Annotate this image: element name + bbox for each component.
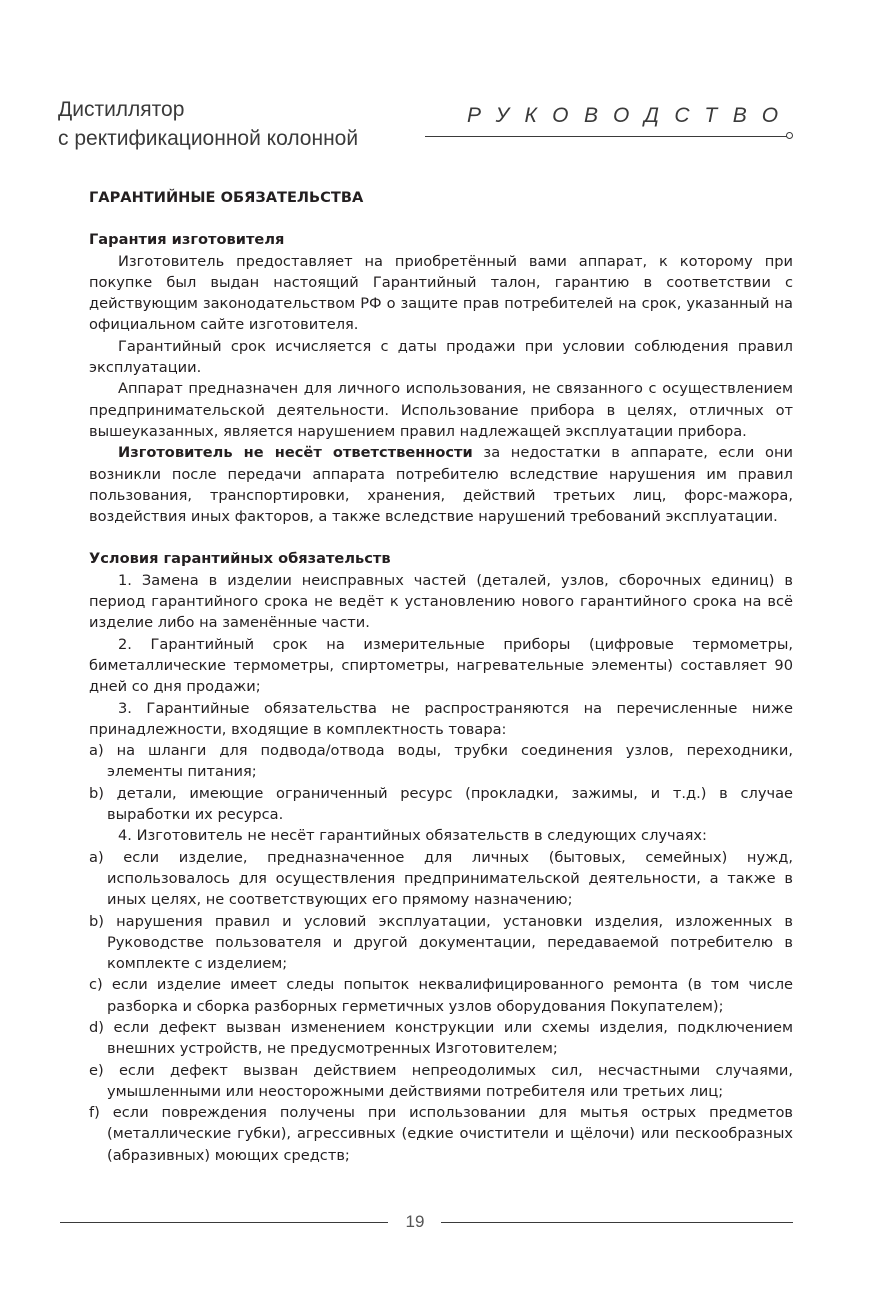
warranty-heading: Гарантия изготовителя: [89, 231, 285, 249]
page-number: 19: [405, 1212, 425, 1231]
header-rule: [425, 136, 787, 137]
condition-subitem: b) нарушения правил и условий эксплуатации, установки изделия, изложенных в Руководстве пользователя и другой документации, передаваемой потребителю в комплекте с изделием;: [89, 912, 793, 973]
condition-item: 1. Замена в изделии неисправных частей (деталей, узлов, сборочных единиц) в период гарантийного срока не ведёт к установлению нового гарантийного срока на всё изделие либо на заменённые части.: [89, 571, 793, 632]
condition-subitem: f) если повреждения получены при использовании для мытья острых предметов (металлические губки), агрессивных (едкие очистители и щёлочи) или пескообразных (абразивных) моющих средств;: [89, 1104, 793, 1164]
condition-subitem: e) если дефект вызван действием непреодолимых сил, несчастными случаями, умышленными или неосторожными действиями потребителя или третьих лиц;: [89, 1061, 793, 1100]
warranty-paragraph: Аппарат предназначен для личного использования, не связанного с осуществлением предпринимательской деятельности. Использование прибора в целях, отличных от вышеуказанных, является нарушением правил надлежащей эксплуатации прибора.: [89, 380, 793, 440]
conditions-heading: Условия гарантийных обязательств: [89, 550, 391, 568]
warranty-paragraph: Гарантийный срок исчисляется с даты продажи при условии соблюдения правил эксплуатации.: [89, 337, 793, 377]
condition-item: 4. Изготовитель не несёт гарантийных обязательств в следующих случаях:: [118, 827, 707, 845]
page-content: [89, 187, 793, 1166]
condition-subitem: a) если изделие, предназначенное для личных (бытовых, семейных) нужд, использовалось для осуществления предпринимательской деятельности, а также в иных целях, не соответствующих его прямому назначению;: [89, 848, 793, 909]
header-rule-end-dot: [786, 132, 793, 139]
liability-paragraph: [89, 442, 793, 527]
header-manual-label: [425, 104, 795, 144]
condition-subitem: d) если дефект вызван изменением конструкции или схемы изделия, подключением внешних устройств, не предусмотренных Изготовителем;: [89, 1018, 793, 1058]
section-title: ГАРАНТИЙНЫЕ ОБЯЗАТЕЛЬСТВА: [89, 189, 364, 206]
document-title: [58, 95, 358, 153]
condition-item: 3. Гарантийные обязательства не распространяются на перечисленные ниже принадлежности, входящие в комплектность товара:: [89, 699, 793, 738]
liability-text: за недостатки в аппарате, если они возникли после передачи аппарата потребителю вследствие нарушения им правил пользования, транспортировки, хранения, действий третьих лиц, форс-мажора, воздействия иных факторов, а также вследствие нарушений требований эксплуатации.: [89, 444, 793, 526]
document-title-line1: Дистиллятор: [58, 98, 185, 121]
condition-subitem: c) если изделие имеет следы попыток неквалифицированного ремонта (в том числе разборка и сборка разборных герметичных узлов оборудования Покупателем);: [89, 976, 793, 1015]
footer-rule-right: [441, 1222, 793, 1223]
footer-rule-left: [60, 1222, 388, 1223]
warranty-paragraph: Изготовитель предоставляет на приобретённый вами аппарат, к которому при покупке был выдан настоящий Гарантийный талон, гарантию в соответствии с действующим законодательством РФ о защите прав потребителей на срок, указанный на официальном сайте изготовителя.: [89, 252, 793, 334]
condition-subitem: a) на шланги для подвода/отвода воды, трубки соединения узлов, переходники, элементы питания;: [89, 742, 793, 781]
document-title-line2: с ректификационной колонной: [58, 127, 359, 150]
manual-word: РУКОВОДСТВО: [467, 104, 794, 127]
liability-bold-text: Изготовитель не несёт ответственности: [118, 444, 473, 462]
condition-subitem: b) детали, имеющие ограниченный ресурс (прокладки, зажимы, и т.д.) в случае выработки их ресурса.: [89, 784, 793, 824]
condition-item: 2. Гарантийный срок на измерительные приборы (цифровые термометры, биметаллические термометры, спиртометры, нагревательные элементы) составляет 90 дней со дня продажи;: [89, 635, 793, 696]
